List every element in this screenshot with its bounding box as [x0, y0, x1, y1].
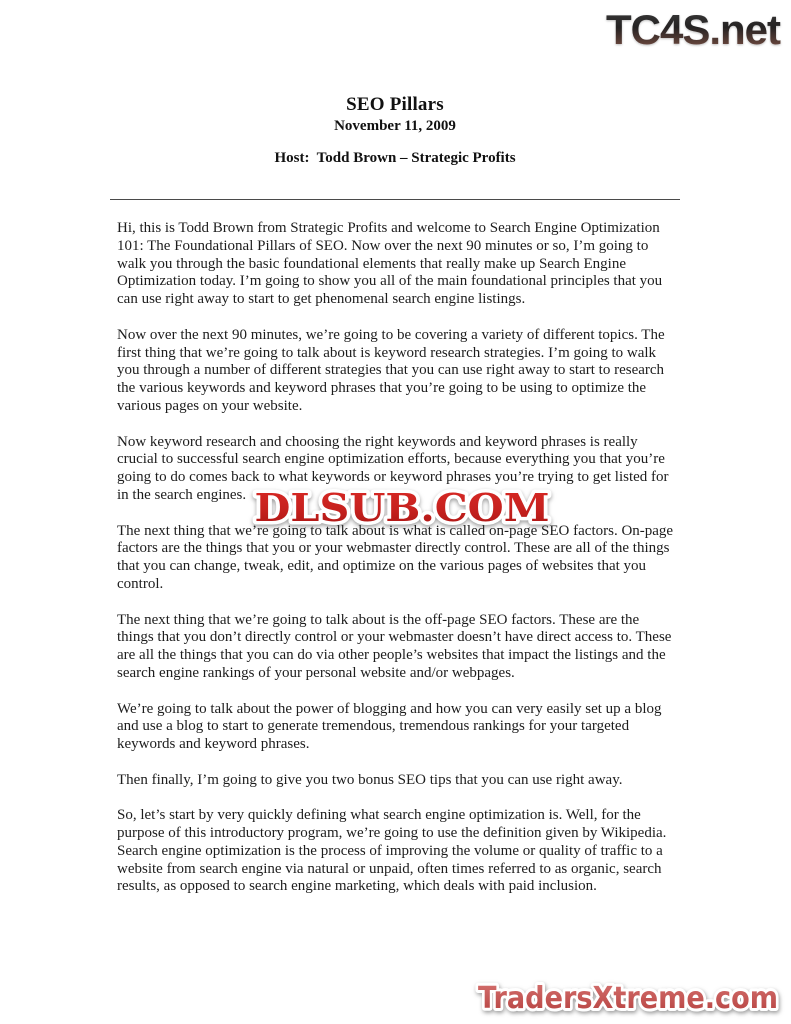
title-block — [110, 94, 680, 167]
divider-line — [110, 199, 680, 200]
dlsub-watermark-text: DLSUB.COM — [254, 485, 550, 530]
doc-host-line: Host: Todd Brown – Strategic Profits — [274, 150, 516, 166]
tc4s-logo-text: TC4S.net — [605, 6, 780, 53]
doc-date: November 11, 2009 — [334, 118, 456, 134]
dlsub-watermark — [240, 477, 565, 539]
tradersxtreme-watermark-text: TradersXtreme.com — [478, 981, 778, 1016]
tc4s-logo — [575, 0, 785, 56]
paragraph-intro: Hi, this is Todd Brown from Strategic Profits and welcome to Search Engine Optimization 101: The Foundational Pillars of SEO. Now over the next 90 minutes or so, I’m going to walk you through the basic foundational elements that really make up Search Engine Optimization today. I’m going to show you all of the main foundational principles that you can use right away to start to get phenomenal search engine listings. — [117, 220, 663, 308]
tradersxtreme-watermark — [468, 972, 788, 1022]
paragraph-blogging: We’re going to talk about the power of blogging and how you can very easily set up a blog and use a blog to start to generate tremendous, tremendous rankings for your targeted keywords and keyword phrases. — [117, 700, 662, 753]
paragraph-off-page: The next thing that we’re going to talk about is the off-page SEO factors. These are the things that you don’t directly control or your webmaster doesn’t have direct access to. These are all the things that you can do via other people’s websites that impact the listings and the search engine rankings of your personal website and/or webpages. — [117, 611, 672, 681]
paragraph-on-page: The next thing that we’re going to talk about is what is called on-page SEO factors. On-page factors are the things that you or your webmaster directly control. These are all of the things that you can change, tweak, edit, and optimize on the various pages of websites that you control. — [117, 522, 674, 592]
transcript-body — [117, 220, 677, 914]
paragraph-topics: Now over the next 90 minutes, we’re going to be covering a variety of different topics. The first thing that we’re going to talk about is keyword research strategies. I’m going to walk you through a number of different strategies that you can use right away to start to research the various keywords and keyword phrases that you’re going to be using to optimize the various pages on your website. — [117, 326, 665, 414]
paragraph-keyword-research: Now keyword research and choosing the right keywords and keyword phrases is really crucial to successful search engine optimization efforts, because everything you that you’re going to do comes back to what keywords or keyword phrases you’re trying to get listed for in the search engines. — [117, 433, 669, 503]
paragraph-definition: So, let’s start by very quickly defining what search engine optimization is. Well, for the purpose of this introductory program, we’re going to use the definition given by Wikipedia. Search engine optimization is the process of improving the volume or quality of traffic to a website from search engine via natural or unpaid, often times referred to as organic, search results, as opposed to search engine marketing, which deals with paid inclusion. — [117, 807, 667, 895]
page-title: SEO Pillars — [346, 94, 444, 115]
paragraph-bonus-tips: Then finally, I’m going to give you two bonus SEO tips that you can use right away. — [117, 771, 623, 788]
